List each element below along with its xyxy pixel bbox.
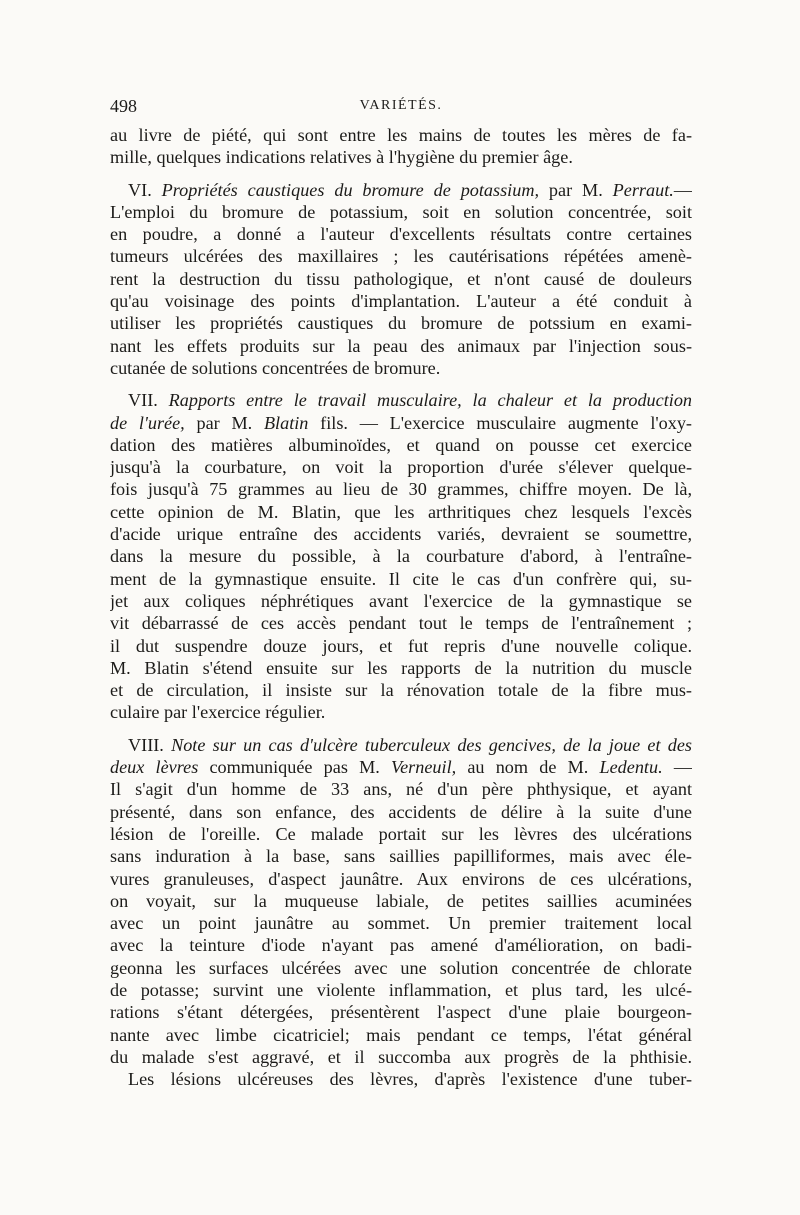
page-number: 498 <box>110 96 137 116</box>
text-line: il dut suspendre douze jours, et fut repris d'une nouvelle colique. <box>110 635 692 656</box>
text-line: sans induration à la base, sans saillies papilliformes, mais avec éle- <box>110 846 692 867</box>
section-author: Verneuil, <box>391 757 457 778</box>
section-title: Note sur un cas d'ulcère tuberculeux des gencives, de la joue et des <box>171 734 692 755</box>
text-line: lésion de l'oreille. Ce malade portait sur les lèvres des ulcérations <box>110 823 692 844</box>
section-vi-heading: VI. Propriétés caustiques du bromure de potassium, par M. Perraut.— <box>128 179 692 200</box>
text-line: Les lésions ulcéreuses des lèvres, d'après l'existence d'une tuber- <box>128 1069 692 1090</box>
text-line: utiliser les propriétés caustiques du bromure de potssium en exami- <box>110 313 692 334</box>
text-line: de potasse; survint une violente inflammation, et plus tard, les ulcé- <box>110 979 692 1000</box>
text-line: on voyait, sur la muqueuse labiale, de petites saillies acuminées <box>110 890 692 911</box>
text-line: et de circulation, il insiste sur la rénovation totale de la fibre mus- <box>110 680 692 701</box>
text-line: deux lèvres communiquée pas M. Verneuil, au nom de M. Ledentu. — <box>110 757 692 778</box>
text-line: vit débarrassé de ces accès pendant tout le temps de l'entraînement ; <box>110 613 692 634</box>
section-title: Propriétés caustiques du bromure de potassium, <box>161 179 540 200</box>
section-number: VII. <box>128 390 158 411</box>
section-viii-heading <box>110 734 692 756</box>
text-line: dans la mesure du possible, à la courbature d'abord, à l'entraîne- <box>110 546 692 567</box>
section-title-continued: deux lèvres <box>110 757 199 778</box>
section-author-2: Ledentu. <box>599 757 663 778</box>
section-title-continued: de l'urée, <box>110 412 185 433</box>
text-line: du malade s'est aggravé, et il succomba aux progrès de la phthisie. <box>110 1046 692 1067</box>
section-number: VIII. <box>128 734 164 755</box>
text-line: jet aux coliques néphrétiques avant l'exercice de la gymnastique se <box>110 590 692 611</box>
text-line: tumeurs ulcérées des maxillaires ; les cautérisations répétées amenè- <box>110 246 692 267</box>
text-line: nant les effets produits sur la peau des animaux par l'injection sous- <box>110 335 692 356</box>
text-line: L'emploi du bromure de potassium, soit en solution concentrée, soit <box>110 201 692 222</box>
text-line: présenté, dans son enfance, des accidents de délire à la suite d'une <box>110 801 692 822</box>
text-line: au livre de piété, qui sont entre les mains de toutes les mères de fa- <box>110 125 692 145</box>
text-line: rations s'étant détergées, présentèrent l'aspect d'une plaie bourgeon- <box>110 1002 692 1023</box>
text-line: dation des matières albuminoïdes, et quand on pousse cet exercice <box>110 434 692 455</box>
section-vii-heading <box>110 389 692 411</box>
text-line: cutanée de solutions concentrées de bromure. <box>110 357 441 378</box>
body-text <box>110 124 692 1090</box>
text-line: en poudre, a donné a l'auteur d'excellents résultats contre certaines <box>110 224 692 245</box>
section-title: Rapports entre le travail musculaire, la chaleur et la production <box>168 390 692 411</box>
text-line: cette opinion de M. Blatin, que les arthritiques chez lesquels l'excès <box>110 501 692 522</box>
text-line: avec un point jaunâtre au sommet. Un premier traitement local <box>110 913 692 934</box>
text-line: rent la destruction du tissu pathologique, et n'ont causé de douleurs <box>110 268 692 289</box>
text-line: d'acide urique entraîne des accidents variés, devraient se soumettre, <box>110 524 692 545</box>
text-line: geonna les surfaces ulcérées avec une solution concentrée de chlorate <box>110 957 692 978</box>
text-line: avec la teinture d'iode n'ayant pas amené d'amélioration, on badi- <box>110 935 692 956</box>
text-line: nante avec limbe cicatriciel; mais pendant ce temps, l'état général <box>110 1024 692 1045</box>
text-line: qu'au voisinage des points d'implantation. L'auteur a été conduit à <box>110 291 692 312</box>
text-line: mille, quelques indications relatives à l'hygiène du premier âge. <box>110 147 573 168</box>
text-line: M. Blatin s'étend ensuite sur les rapports de la nutrition du muscle <box>110 657 692 678</box>
text-line: de l'urée, par M. Blatin fils. — L'exercice musculaire augmente l'oxy- <box>110 412 692 433</box>
page-header <box>110 96 692 120</box>
section-author: Blatin <box>263 412 309 433</box>
section-author: Perraut. <box>612 179 674 200</box>
running-title: VARIÉTÉS. <box>359 98 443 113</box>
section-number: VI. <box>128 179 152 200</box>
text-line: jusqu'à la courbature, on voit la proportion d'urée s'élever quelque- <box>110 457 692 478</box>
text-line: ment de la gymnastique ensuite. Il cite le cas d'un confrère qui, su- <box>110 568 692 589</box>
text-line: fois jusqu'à 75 grammes au lieu de 30 grammes, chiffre moyen. De là, <box>110 479 692 500</box>
text-line: vures granuleuses, d'aspect jaunâtre. Aux environs de ces ulcérations, <box>110 868 692 889</box>
text-line: culaire par l'exercice régulier. <box>110 702 326 723</box>
text-line: Il s'agit d'un homme de 33 ans, né d'un père phthysique, et ayant <box>110 779 692 800</box>
